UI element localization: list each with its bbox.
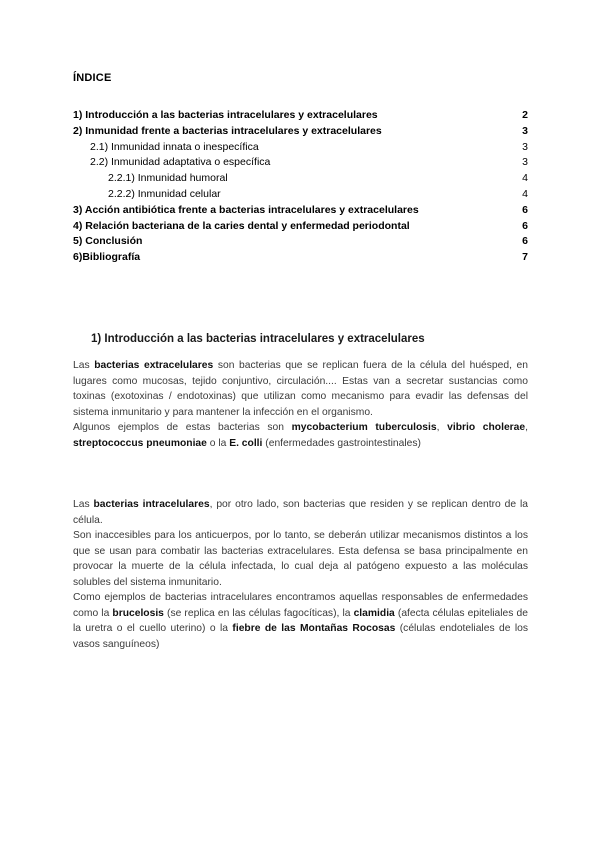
toc-entry-page: 4 [522,187,528,200]
toc-entry-text: 1) Introducción a las bacterias intracelulares y extracelulares [73,109,378,121]
text-block-extracellular [73,358,528,451]
toc-entry-page: 3 [522,156,528,169]
paragraph: Algunos ejemplos de estas bacterias son mycobacterium tuberculosis, vibrio cholerae, streptococcus pneumoniae o la E. colli (enfermedades gastrointestinales) [73,422,529,449]
toc-entry-page: 4 [522,172,528,185]
toc-entry-page: 6 [522,235,528,248]
toc-entry-text: 4) Relación bacteriana de la caries dental y enfermedad periodontal [73,219,410,232]
toc-entry[interactable] [73,124,528,140]
toc-entry-page: 7 [522,251,528,264]
toc-entry-text: 2.2.1) Inmunidad humoral [108,172,228,185]
bold-term: brucelosis [112,607,164,619]
toc-entry-text: 2.2) Inmunidad adaptativa o específica [90,156,271,169]
bold-term: mycobacterium tuberculosis [291,422,437,433]
bold-term: fiebre de las Montañas Rocosas [232,623,396,634]
toc-entry[interactable] [73,171,528,187]
bold-term: vibrio cholerae [447,422,526,433]
bold-term: bacterias extracelulares [94,360,214,371]
toc-entry-page: 6 [522,219,528,232]
toc-entry-page: 3 [522,124,528,137]
section-heading: 1) Introducción a las bacterias intracelulares y extracelulares [91,333,425,345]
bold-term: bacterias intracelulares [93,499,210,510]
toc-entry[interactable] [73,250,528,266]
toc-entry-page: 6 [522,203,528,216]
text-block-intracellular [73,497,528,652]
toc-entry-page: 2 [522,109,528,121]
toc-entry-text: 2.2.2) Inmunidad celular [108,187,221,200]
toc-entry-page: 3 [522,140,528,153]
paragraph: Como ejemplos de bacterias intracelulares encontramos aquellas responsables de enfermedades como la brucelosis (se replica en las células fagocíticas), la clamidia (afecta células epiteliales de la uretra o el cuello uterino) o la fiebre de las Montañas Rocosas (células endoteliales de los vasos sanguíneos) [73,592,529,650]
paragraph: Las bacterias intracelulares, por otro lado, son bacterias que residen y se replican dentro de la célula. [73,499,529,526]
paragraph: Las bacterias extracelulares son bacterias que se replican fuera de la célula del huésped, en lugares como mucosas, tejido conjuntivo, circulación.... Estas van a secretar sustancias como toxinas (exotoxinas / endotoxinas) que utilizan como mecanismo para evadir las defensas del sistema inmunitario y para mantener la infección en el organismo. [73,360,528,418]
bold-term: streptococcus pneumoniae [73,437,207,449]
toc-entry[interactable] [73,219,528,235]
toc-entry[interactable] [73,234,528,250]
table-of-contents [73,108,528,266]
toc-entry-text: 2.1) Inmunidad innata o inespecífica [90,140,259,153]
bold-term: E. colli [229,437,263,449]
toc-title: ÍNDICE [73,72,112,84]
toc-entry-text: 6)Bibliografía [73,251,141,264]
toc-entry[interactable] [73,140,528,156]
toc-entry[interactable] [73,155,528,171]
toc-entry-text: 2) Inmunidad frente a bacterias intracelulares y extracelulares [73,124,382,137]
toc-entry[interactable] [73,203,528,219]
bold-term: clamidia [353,607,395,619]
paragraph: Son inaccesibles para los anticuerpos, por lo tanto, se deberán utilizar mecanismos distintos a los que se usan para combatir las bacterias extracelulares. Esta defensa se basa principalmente en provocar la muerte de la célula infectada, lo cual deja al patógeno expuesto a las moléculas solubles del sistema inmunitario. [73,530,528,588]
toc-entry[interactable] [73,187,528,203]
toc-entry[interactable] [73,108,528,124]
toc-entry-text: 3) Acción antibiótica frente a bacterias intracelulares y extracelulares [73,203,419,216]
toc-entry-text: 5) Conclusión [73,235,143,248]
